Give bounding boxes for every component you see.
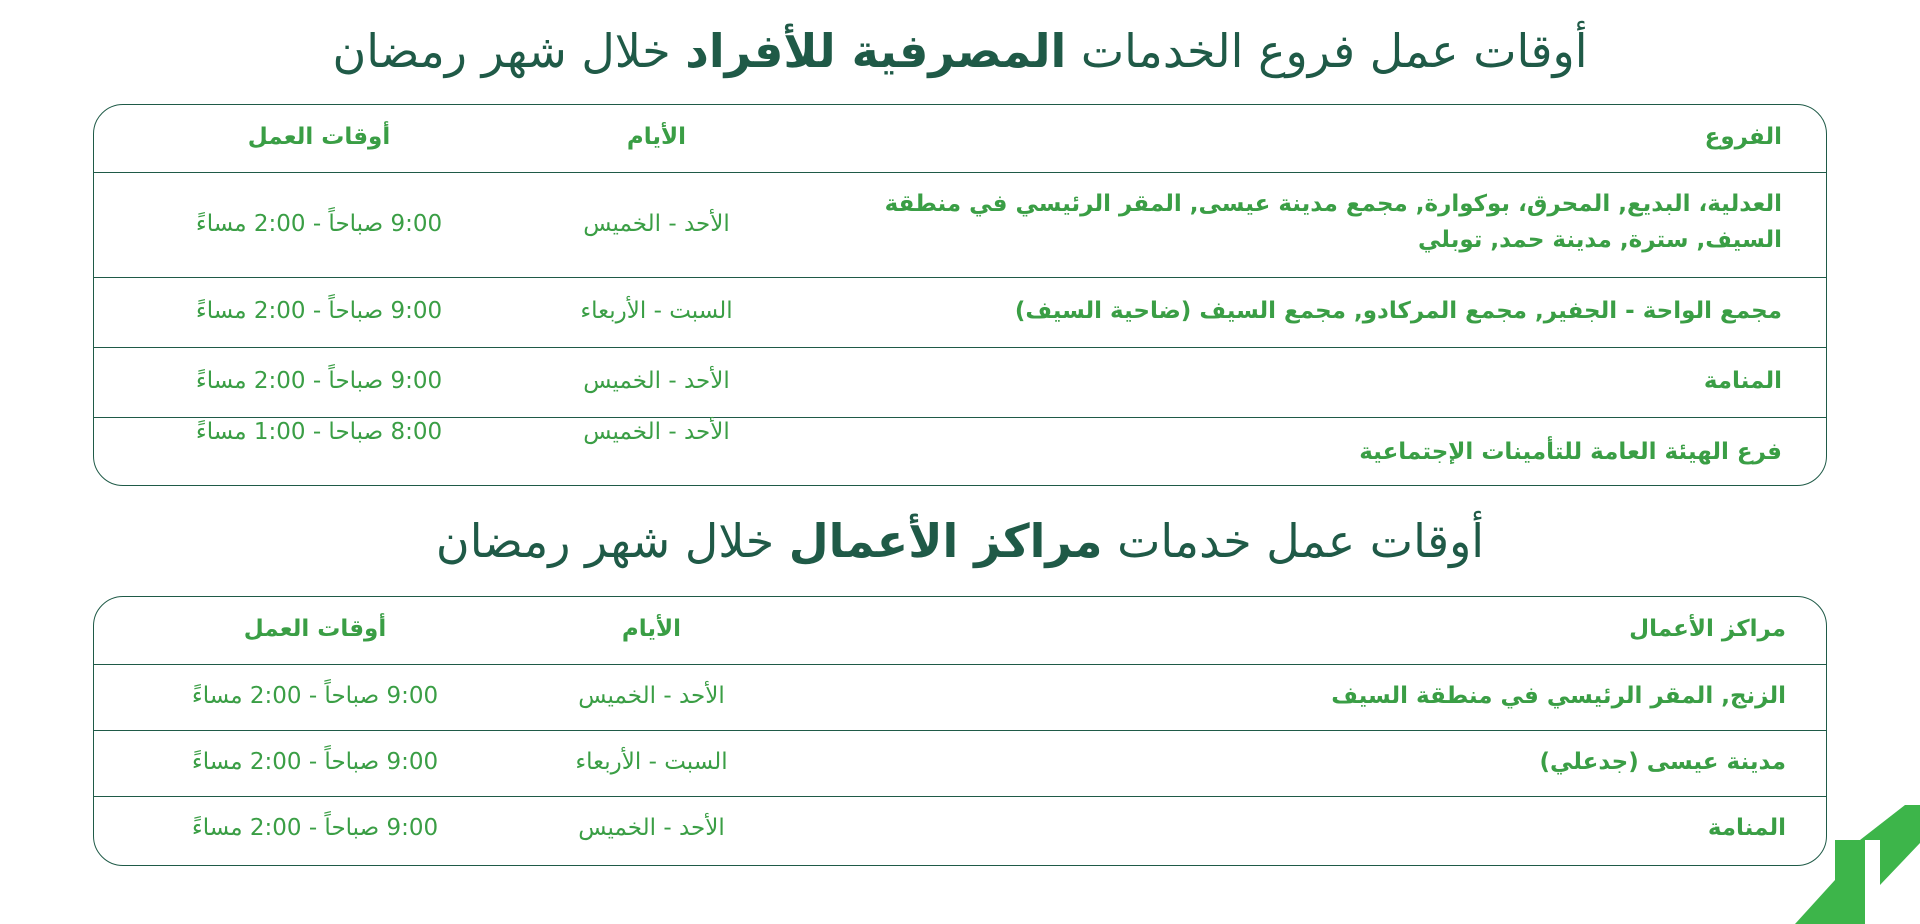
table-row [94, 278, 1826, 348]
header-hours: أوقات العمل [247, 124, 391, 150]
table-header-row [94, 597, 1826, 665]
hours-cell: 8:00 صباحا - 1:00 مساءً [195, 419, 443, 445]
header-days: الأيام [626, 124, 687, 150]
branch-cell: فرع الهيئة العامة للتأمينات الإجتماعية [1359, 439, 1782, 465]
business-hours-title [0, 514, 1920, 568]
header-hours: أوقات العمل [243, 616, 387, 642]
branch-cell: المنامة [1707, 815, 1786, 841]
table-row [94, 731, 1826, 797]
table-row [94, 418, 1826, 486]
table-row [94, 665, 1826, 731]
branch-cell: المنامة [1703, 368, 1782, 394]
branch-cell: مدينة عيسى (جدعلي) [1539, 749, 1786, 775]
header-business-centers: مراكز الأعمال [1629, 616, 1786, 642]
table-row [94, 348, 1826, 418]
days-cell: الأحد - الخميس [583, 368, 730, 394]
branch-cell: مجمع الواحة - الجفير, مجمع المركادو, مجمع السيف (ضاحية السيف) [1014, 298, 1782, 324]
days-cell: السبت - الأربعاء [580, 298, 733, 324]
table-row [94, 173, 1826, 278]
days-cell: الأحد - الخميس [578, 815, 725, 841]
days-cell: الأحد - الخميس [583, 211, 730, 237]
days-cell: الأحد - الخميس [583, 419, 730, 445]
title-prefix: أوقات عمل خدمات [1117, 514, 1485, 568]
retail-hours-table [93, 104, 1827, 486]
title-prefix: أوقات عمل فروع الخدمات [1080, 24, 1588, 78]
brand-logo-icon [1795, 805, 1920, 924]
hours-cell: 9:00 صباحاً - 2:00 مساءً [195, 211, 443, 237]
title-highlight: المصرفية للأفراد [685, 24, 1067, 78]
title-suffix: خلال شهر رمضان [332, 24, 671, 78]
branch-cell: الزنج, المقر الرئيسي في منطقة السيف [1331, 683, 1786, 709]
days-cell: الأحد - الخميس [578, 683, 725, 709]
table-row [94, 797, 1826, 864]
retail-hours-title [0, 24, 1920, 78]
hours-cell: 9:00 صباحاً - 2:00 مساءً [195, 298, 443, 324]
header-days: الأيام [621, 616, 682, 642]
table-header-row [94, 105, 1826, 173]
hours-cell: 9:00 صباحاً - 2:00 مساءً [191, 683, 439, 709]
days-cell: السبت - الأربعاء [575, 749, 728, 775]
title-suffix: خلال شهر رمضان [435, 514, 775, 568]
business-hours-table [93, 596, 1827, 866]
header-branches: الفروع [1704, 124, 1782, 150]
title-highlight: مراكز الأعمال [788, 514, 1103, 568]
branch-cell: العدلية، البديع, المحرق، بوكوارة, مجمع مدينة عيسى, المقر الرئيسي في منطقة السيف, سترة, مدينة حمد, توبلي [884, 191, 1782, 253]
hours-cell: 9:00 صباحاً - 2:00 مساءً [191, 749, 439, 775]
hours-cell: 9:00 صباحاً - 2:00 مساءً [191, 815, 439, 841]
hours-cell: 9:00 صباحاً - 2:00 مساءً [195, 368, 443, 394]
